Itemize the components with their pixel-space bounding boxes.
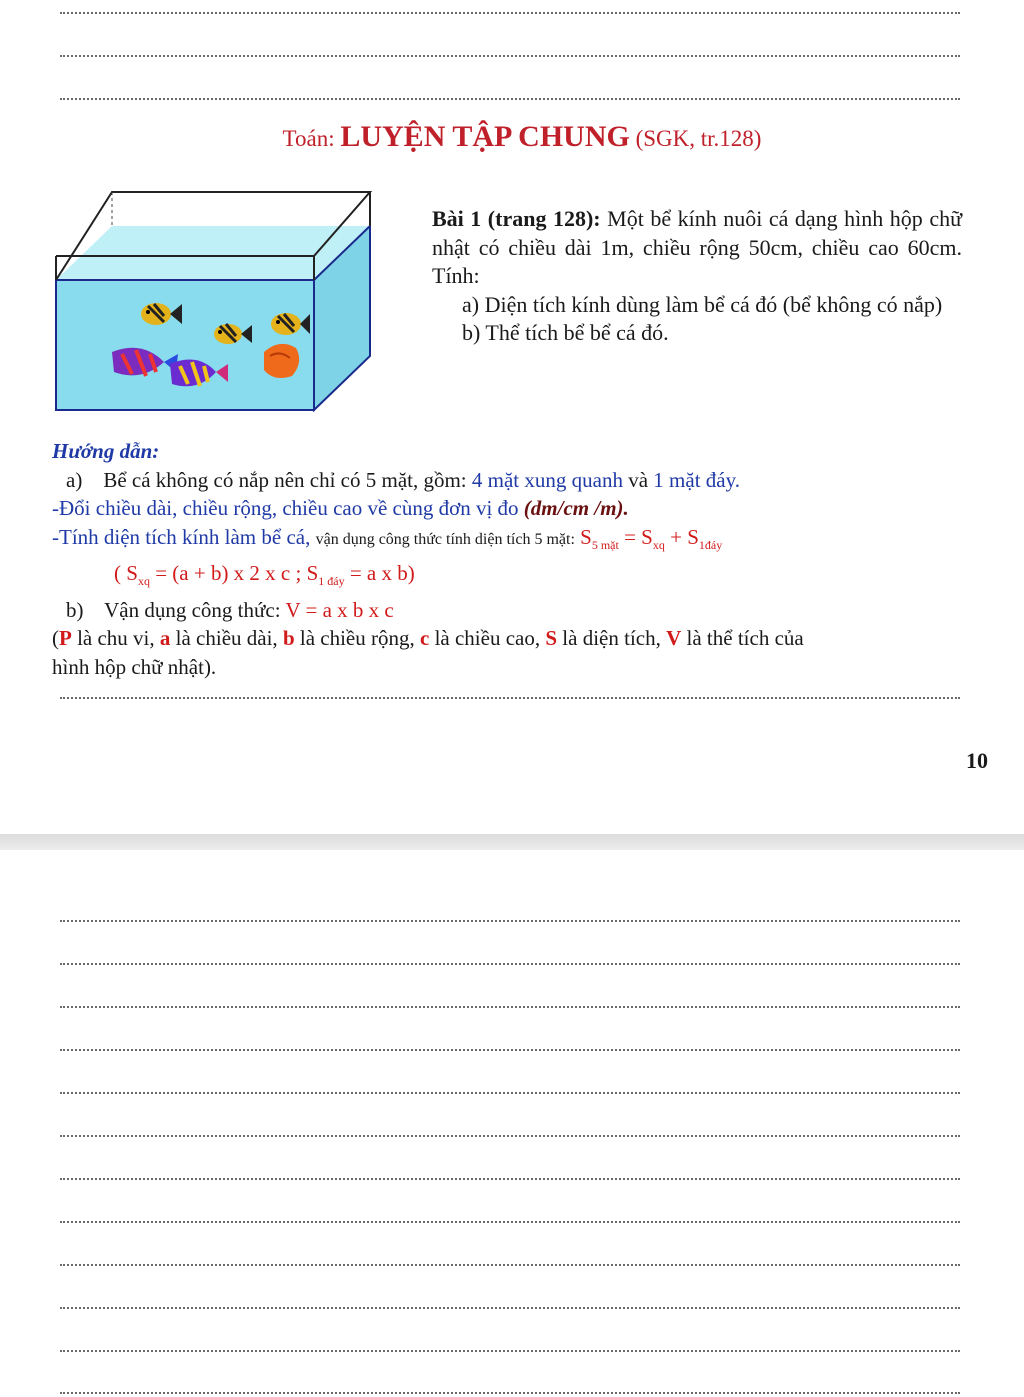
volume-formula: V = a x b x c (285, 597, 394, 622)
dotted-line (60, 920, 960, 922)
page-title: Toán: LUYỆN TẬP CHUNG (SGK, tr.128) (282, 120, 762, 153)
page-number: 10 (966, 748, 988, 773)
dotted-line (60, 1221, 960, 1223)
dotted-line (60, 1350, 960, 1352)
dotted-line (60, 963, 960, 965)
fish-tank-illustration (52, 186, 382, 414)
dotted-line (60, 1006, 960, 1008)
orange-fish-icon (264, 344, 299, 378)
problem-statement: Bài 1 (trang 128): Một bể kính nuôi cá dạng hình hộp chữ nhật có chiều dài 1m, chiều rộng 50cm, chiều cao 60cm. Tính: a) Diện tích kính dùng làm bể cá đó (bể không có nắp) b) Thể tích bể bể cá đó. (432, 206, 963, 345)
dotted-line (60, 1307, 960, 1309)
dotted-line (60, 697, 960, 699)
dotted-line (60, 1392, 960, 1394)
dotted-line (60, 1264, 960, 1266)
dotted-line (60, 1135, 960, 1137)
dotted-line (60, 1049, 960, 1051)
dotted-line (60, 1092, 960, 1094)
dotted-line (60, 98, 960, 100)
guide-heading: Hướng dẫn: (52, 439, 160, 463)
dotted-line (60, 1178, 960, 1180)
dotted-line (60, 12, 960, 14)
page-separator (0, 834, 1024, 850)
legend: (P là chu vi, a là chiều dài, b là chiều rộng, c là chiều cao, S là diện tích, V là thể tích của (52, 626, 804, 651)
area-formula: $S_{5 mặt} = S_{xq} + S_{1đáy}$ (580, 524, 723, 552)
area-subformulas: ( $S_{xq} = (a + b)$ x 2 x c ; $S_{1 đáy} = a$ x b) (114, 561, 415, 589)
dotted-line (60, 55, 960, 57)
guide-section: Hướng dẫn: a) Bể cá không có nắp nên chỉ có 5 mặt, gồm: 4 mặt xung quanh và 1 mặt đáy. -Đổi chiều dài, chiều rộng, chiều cao về cùng đơn vị đo (dm/cm /m). -Tính diện tích kính làm bể cá, vận dụng công thức tính diện tích 5 mặt: $S_{5 mặt} = S_{xq} + S_{1đáy}$ ( $S_{xq} = (a + b)$ x 2 x c ; $S_{1 đáy} = a$ x b) b) Vận dụng công thức: V = a x b x c (P là chu vi, a là chiều dài, b là chiều rộng, c là chiều cao, S là diện tích, V là thể tích của hình hộp chữ nhật). (52, 437, 972, 681)
